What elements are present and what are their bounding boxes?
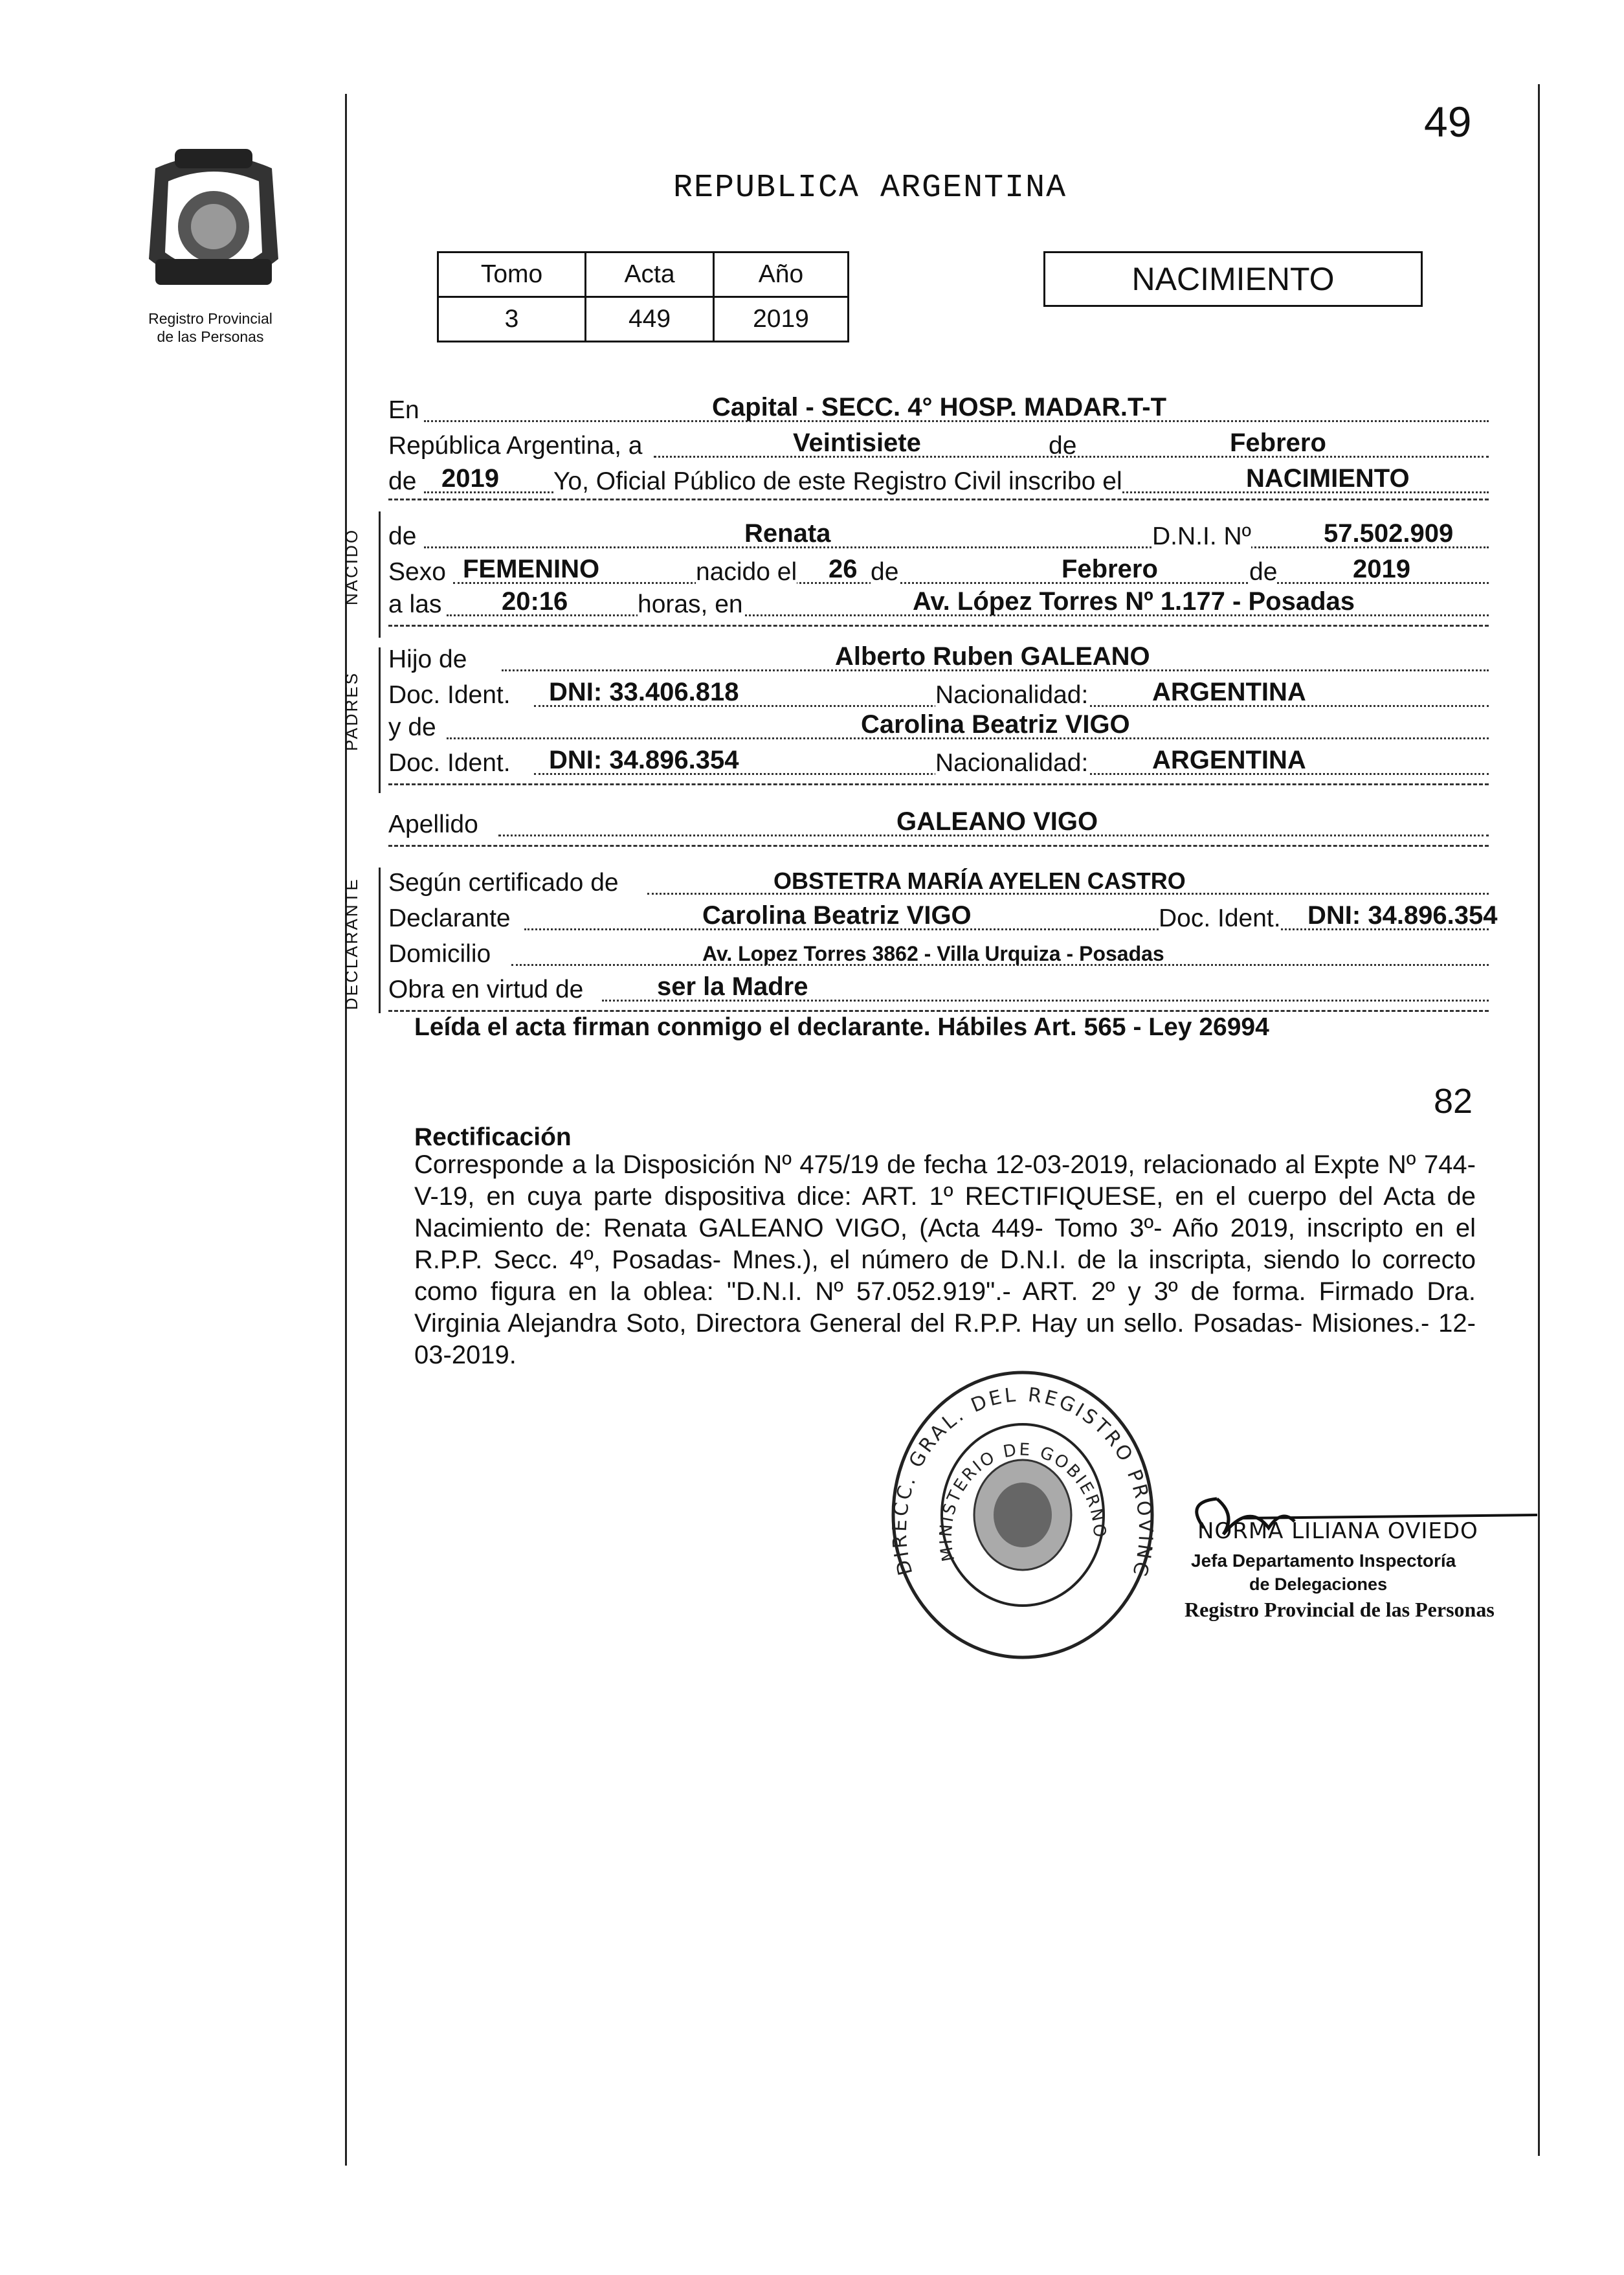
provincial-emblem-logo <box>129 149 298 304</box>
value-father: Alberto Ruben GALEANO <box>835 642 1150 671</box>
value-domicilio: Av. Lopez Torres 3862 - Villa Urquiza - Posadas <box>702 942 1164 965</box>
signatory-name: NORMA LILIANA OVIEDO <box>1197 1518 1478 1544</box>
row-obra <box>388 968 1489 1007</box>
label-de: de <box>388 467 417 495</box>
value-dni: 57.502.909 <box>1324 519 1454 548</box>
record-table-header <box>438 252 849 297</box>
value-inscribo: NACIMIENTO <box>1246 464 1410 493</box>
value-decl-doc: DNI: 34.896.354 <box>1307 901 1498 930</box>
registry-caption <box>113 309 307 346</box>
value-surname: GALEANO VIGO <box>896 807 1098 836</box>
value-birth-year: 2019 <box>1353 555 1410 583</box>
registry-caption-line1: Registro Provincial <box>148 310 273 327</box>
record-table <box>437 251 849 342</box>
label-nacido: nacido el <box>696 558 797 586</box>
seal-inner-text: MINISTERIO DE GOBIERNO <box>936 1440 1109 1563</box>
separator-line <box>388 783 1489 785</box>
label-horas: horas, en <box>638 590 743 618</box>
signatory-title-3: Registro Provincial de las Personas <box>1185 1598 1495 1621</box>
rectificacion-title: Rectificación <box>414 1123 572 1151</box>
record-type-box: NACIMIENTO <box>1043 251 1423 307</box>
value-acta: 449 <box>586 297 714 342</box>
label-hijo: Hijo de <box>388 645 467 673</box>
header-acta: Acta <box>586 252 714 297</box>
label-republica: República Argentina, a <box>388 432 643 460</box>
value-mother: Carolina Beatriz VIGO <box>861 710 1130 739</box>
right-margin-line <box>1538 84 1540 2156</box>
value-place: Capital - SECC. 4° HOSP. MADAR.T-T <box>712 393 1167 421</box>
page-number: 49 <box>1424 98 1472 146</box>
closing-statement: Leída el acta firman conmigo el declarante. Hábiles Art. 565 - Ley 26994 <box>414 1013 1269 1041</box>
header-ano: Año <box>714 252 849 297</box>
row-apellido <box>388 803 1489 842</box>
label-segun-certificado: Según certificado de <box>388 869 619 897</box>
value-birth-month: Febrero <box>1062 555 1158 583</box>
label-a-las: a las <box>388 590 442 618</box>
separator-line <box>388 1010 1489 1012</box>
row-hijo <box>388 638 1489 677</box>
row-name <box>388 515 1489 554</box>
separator-line <box>388 499 1489 500</box>
value-birth-place: Av. López Torres Nº 1.177 - Posadas <box>913 587 1355 616</box>
left-margin-line <box>345 94 347 2166</box>
value-year: 2019 <box>441 464 499 493</box>
header-tomo: Tomo <box>438 252 586 297</box>
label-de: de <box>1049 432 1077 460</box>
label-decl-doc: Doc. Ident. <box>1159 904 1281 932</box>
row-mother-doc <box>388 741 1489 780</box>
value-month: Febrero <box>1230 429 1326 457</box>
row-time <box>388 583 1489 622</box>
row-mother <box>388 706 1489 745</box>
label-declarante: Declarante <box>388 904 511 932</box>
value-sexo: FEMENINO <box>463 555 600 583</box>
side-label-padres: PADRES <box>342 671 361 751</box>
row-de-year <box>388 460 1489 499</box>
row-domicilio <box>388 932 1489 971</box>
value-father-nationality: ARGENTINA <box>1152 678 1306 706</box>
label-nacionalidad: Nacionalidad: <box>935 681 1089 709</box>
label-de: de <box>871 558 899 586</box>
declarante-bracket-line <box>379 868 381 1013</box>
value-declarante: Carolina Beatriz VIGO <box>702 901 972 930</box>
row-segun <box>388 861 1489 900</box>
label-nacionalidad: Nacionalidad: <box>935 749 1089 777</box>
label-obra: Obra en virtud de <box>388 976 584 1003</box>
value-day-words: Veintisiete <box>793 429 921 457</box>
label-doc-ident: Doc. Ident. <box>388 681 511 709</box>
label-dni: D.N.I. Nº <box>1152 522 1251 550</box>
value-father-doc: DNI: 33.406.818 <box>549 678 739 706</box>
label-doc-ident: Doc. Ident. <box>388 749 511 777</box>
label-de: de <box>388 522 417 550</box>
value-birth-day: 26 <box>829 555 858 583</box>
padres-bracket-line <box>379 647 381 793</box>
signatory-title-2: de Delegaciones <box>1249 1575 1388 1594</box>
seal-outer-text: DIRECC. GRAL. DEL REGISTRO PROVINC <box>888 1384 1157 1581</box>
nacido-bracket-line <box>379 511 381 638</box>
label-apellido: Apellido <box>388 811 478 838</box>
row-declarante <box>388 897 1498 936</box>
official-seal <box>887 1366 1159 1664</box>
label-en: En <box>388 396 419 424</box>
record-table-values <box>438 297 849 342</box>
label-sexo: Sexo <box>388 558 446 586</box>
value-certificate: OBSTETRA MARÍA AYELEN CASTRO <box>773 868 1186 894</box>
rectificacion-body: Corresponde a la Disposición Nº 475/19 de fecha 12-03-2019, relacionado al Expte Nº 744-V-19, en cuya parte dispositiva dice: ART. 1º RECTIFIQUESE, en el cuerpo del Acta de Nacimiento de: Renata GALEANO VIGO, (Acta 449- Tomo 3º- Año 2019, inscripto en el R.P.P. Secc. 4º, Posadas- Mnes.), el número de D.N.I. de la inscripta, siendo lo correcto como figura en la oblea: "D.N.I. Nº 57.052.919".- ART. 2º y 3º de forma. Firmado Dra. Virginia Alejandra Soto, Directora General del R.P.P. Hay un sello. Posadas- Misiones.- 12-03-2019. <box>414 1150 1476 1369</box>
row-republica <box>388 424 1489 463</box>
annotation-number: 82 <box>1434 1082 1473 1121</box>
label-de: de <box>1249 558 1278 586</box>
side-label-nacido: NACIDO <box>342 528 361 605</box>
value-time: 20:16 <box>502 587 568 616</box>
separator-line <box>388 625 1489 627</box>
page-title: REPUBLICA ARGENTINA <box>673 170 1067 207</box>
registry-caption-line2: de las Personas <box>157 328 264 345</box>
side-label-declarante: DECLARANTE <box>342 877 361 1010</box>
label-y-de: y de <box>388 713 436 741</box>
label-domicilio: Domicilio <box>388 940 491 968</box>
row-en <box>388 388 1489 427</box>
signatory-title-1: Jefa Departamento Inspectoría <box>1191 1551 1456 1571</box>
value-mother-doc: DNI: 34.896.354 <box>549 746 739 774</box>
value-obra: ser la Madre <box>657 972 808 1001</box>
text-yo-oficial: Yo, Oficial Público de este Registro Civil inscribo el <box>553 467 1122 495</box>
value-name: Renata <box>744 519 831 548</box>
separator-line <box>388 845 1489 847</box>
value-mother-nationality: ARGENTINA <box>1152 746 1306 774</box>
value-ano: 2019 <box>714 297 849 342</box>
value-tomo: 3 <box>438 297 586 342</box>
